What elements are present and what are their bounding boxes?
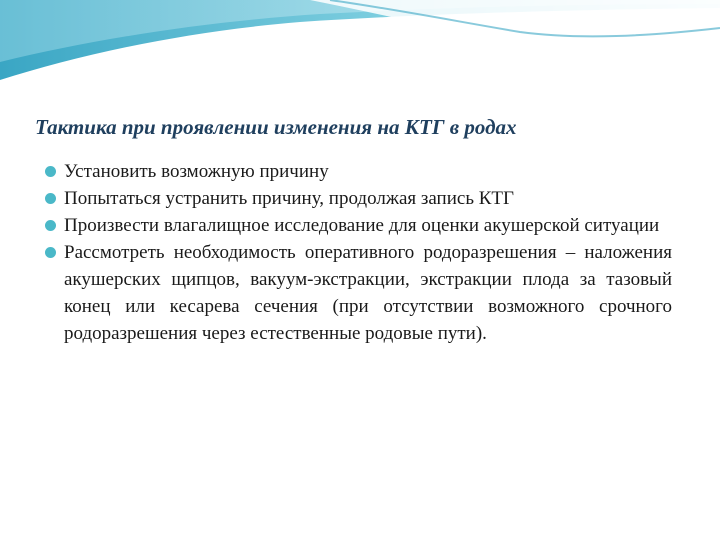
list-item xyxy=(45,185,672,212)
bullet-dot-icon xyxy=(45,220,56,231)
bullet-dot-icon xyxy=(45,247,56,258)
slide-title: Тактика при проявлении изменения на КТГ в родах xyxy=(35,115,517,139)
list-item-text: Рассмотреть необходимость оперативного родоразрешения – наложения акушерских щипцов, вакуум-экстракции, экстракции плода за тазовый конец или кесарева сечения (при отсутствии возможного срочного родоразрешения через естественные родовые пути). xyxy=(64,242,672,344)
bullet-list xyxy=(45,158,672,347)
top-wave-decoration xyxy=(0,0,720,80)
list-item-text: Произвести влагалищное исследование для оценки акушерской ситуации xyxy=(64,215,660,236)
list-item xyxy=(45,239,672,347)
bullet-dot-icon xyxy=(45,166,56,177)
bullet-dot-icon xyxy=(45,193,56,204)
list-item xyxy=(45,158,672,185)
list-item xyxy=(45,212,672,239)
list-item-text: Попытаться устранить причину, продолжая запись КТГ xyxy=(64,188,515,209)
list-item-text: Установить возможную причину xyxy=(64,161,329,182)
